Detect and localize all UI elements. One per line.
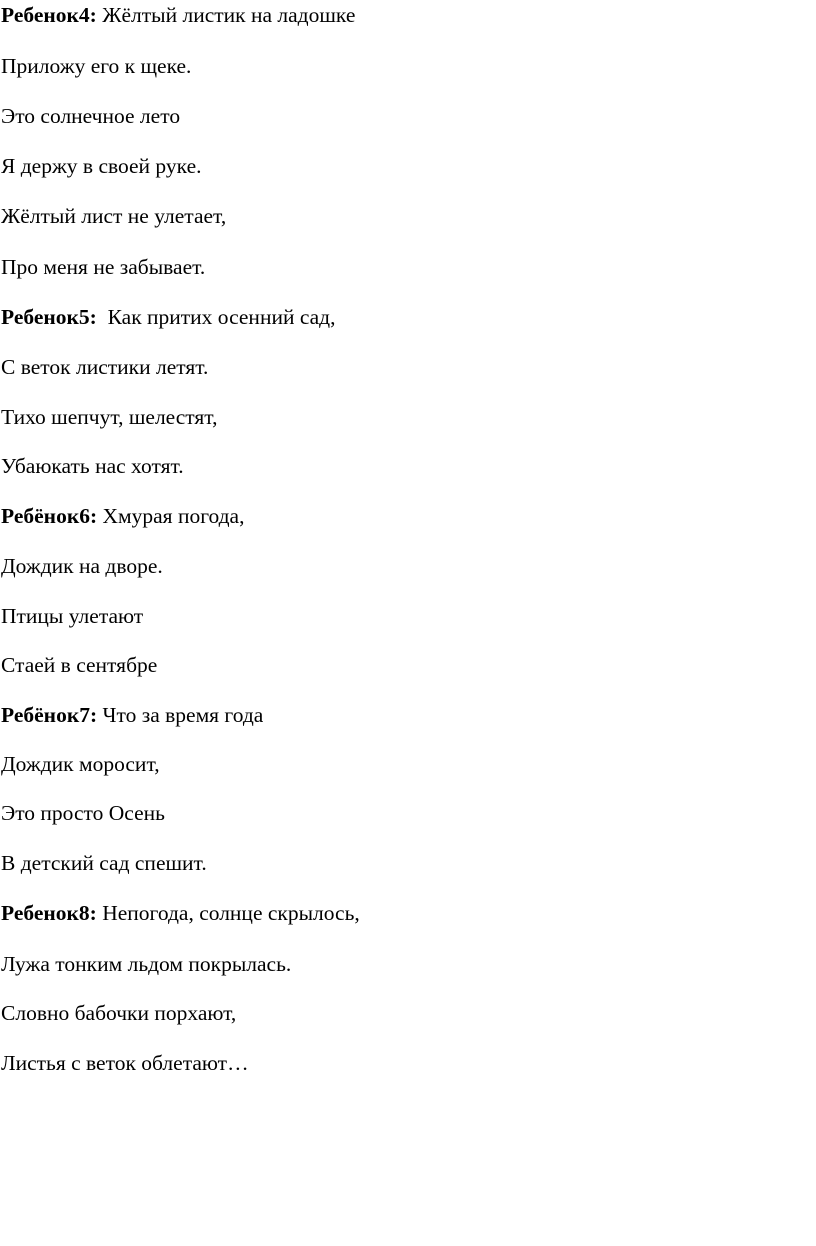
line-text: Стаей в сентябре [1, 653, 158, 677]
poem-line [1, 951, 291, 977]
speaker-label: Ребенок4: [1, 3, 97, 27]
poem-line [1, 153, 201, 179]
line-text: Что за время года [97, 703, 264, 727]
poem-line [1, 203, 226, 229]
line-text: С веток листики летят. [1, 355, 209, 379]
line-text: Это просто Осень [1, 801, 165, 825]
line-text: Словно бабочки порхают, [1, 1001, 237, 1025]
line-text: Как притих осенний сад, [96, 305, 336, 329]
line-text: Про меня не забывает. [1, 255, 206, 279]
poem-line [1, 553, 163, 579]
line-text: Убаюкать нас хотят. [1, 454, 184, 478]
line-text: Я держу в своей руке. [1, 154, 202, 178]
line-text: Жёлтый листик на ладошке [96, 3, 356, 27]
poem-line [1, 800, 165, 826]
poem-line [1, 503, 244, 529]
line-text: Листья с веток облетают… [1, 1051, 249, 1075]
speaker-label: Ребёнок7: [1, 703, 98, 727]
line-text: Непогода, солнце скрылось, [96, 901, 360, 925]
poem-line [1, 1000, 236, 1026]
poem-line [1, 850, 207, 876]
line-text: Приложу его к щеке. [1, 54, 192, 78]
poem-line [1, 751, 160, 777]
line-text: Лужа тонким льдом покрылась. [1, 952, 292, 976]
poem-line [1, 304, 336, 330]
line-text: В детский сад спешит. [1, 851, 207, 875]
line-text: Жёлтый лист не улетает, [1, 204, 227, 228]
poem-line [1, 404, 217, 430]
poem-line [1, 900, 360, 926]
poem-line [1, 354, 208, 380]
speaker-label: Ребенок8: [1, 901, 97, 925]
line-text: Птицы улетают [1, 604, 144, 628]
poem-line [1, 453, 184, 479]
line-text: Дождик на дворе. [1, 554, 163, 578]
line-text: Дождик моросит, [1, 752, 160, 776]
poem-line [1, 53, 191, 79]
poem-line [1, 652, 157, 678]
line-text: Это солнечное лето [1, 104, 181, 128]
poem-line [1, 1050, 249, 1076]
poem-line [1, 702, 263, 728]
poem-line [1, 103, 180, 129]
poem-line [1, 2, 355, 28]
line-text: Тихо шепчут, шелестят, [1, 405, 218, 429]
speaker-label: Ребёнок6: [1, 504, 98, 528]
line-text: Хмурая погода, [97, 504, 245, 528]
speaker-label: Ребенок5: [1, 305, 97, 329]
poem-line [1, 254, 205, 280]
poem-line [1, 603, 143, 629]
